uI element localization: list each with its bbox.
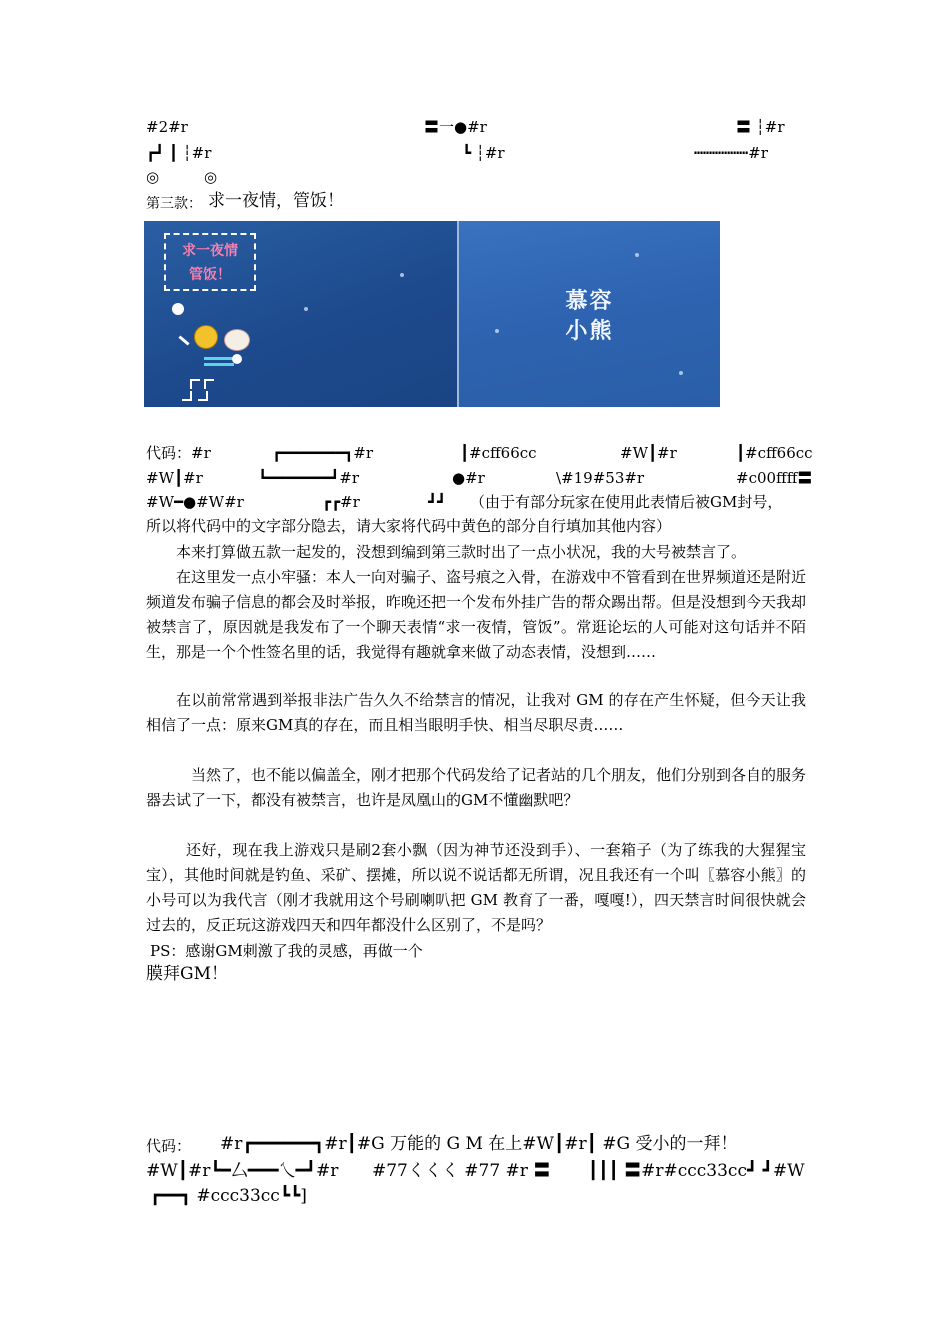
paragraph-2: 在这里发一点小牢骚：本人一向对骗子、盗号痕之入骨，在游戏中不管看到在世界频道还是附近频道发布骗子信息的都会及时举报，昨晚还把一个发布外挂广告的帮众踢出帮。但是没想到今天我却被禁言了，原因就是我发布了一个聊天表情“求一夜情，管饭”。常逛论坛的人可能对这句话并不陌生，那是一个个性签名里的话，我觉得有趣就拿来做了动态表情，没想到……: [146, 568, 807, 661]
code-row3-b: ◎: [204, 168, 218, 186]
sky-star: [495, 329, 499, 333]
code3-l2-c: ┃┃┃ 〓#r#ccc33cc┛ ┛#W: [588, 1161, 805, 1181]
bubble-line1: 求一夜情: [182, 243, 238, 259]
code2-l1-c: ┃#cff66cc: [460, 444, 537, 462]
player-name-line1: 慕容: [565, 289, 614, 314]
code3-l2-b: #77くくく #77 #r 〓: [372, 1161, 551, 1181]
white-dot: [172, 303, 184, 315]
style3-title: 求一夜情，管饭！: [208, 191, 344, 211]
corner-mark: [198, 391, 208, 401]
ps-line: PS：感谢GM刺激了我的灵感，再做一个: [150, 942, 423, 960]
code2-l1-a: 代码：#r: [146, 444, 211, 462]
player-name: [459, 287, 720, 347]
sky-star: [635, 253, 639, 257]
code-row2-right: ┅┅┅┅┅┅#r: [694, 144, 768, 162]
code2-l2-a: #W┃#r: [146, 469, 203, 487]
player-name-line2: 小熊: [565, 319, 614, 344]
code-row2-left: ┏┛ ┃ ┆#r: [146, 144, 212, 162]
paragraph-4: 当然了，也不能以偏盖全，刚才把那个代码发给了记者站的几个朋友，他们分别到各自的服务器去试了一下，都没有被禁言，也许是凤凰山的GM不懂幽默吧？: [146, 766, 807, 809]
cyan-bar-2: [204, 363, 234, 366]
code-row3-a: ◎: [146, 168, 160, 186]
code-row1-mid: 〓一●#r: [424, 118, 487, 136]
code-row1-left: #2#r: [146, 118, 188, 136]
code2-l2-d: \#19#53#r: [556, 469, 645, 487]
sky-star: [400, 273, 404, 277]
corner-mark: [204, 379, 214, 389]
code-row2-mid: ┗ ┆#r: [462, 144, 505, 162]
cyan-bar: [204, 357, 234, 360]
rice-bun: [224, 329, 250, 351]
sky-star: [679, 371, 683, 375]
white-dot-2: [232, 354, 242, 364]
style3-label: 第三款：: [146, 196, 202, 212]
sky-star: [304, 307, 308, 311]
corner-mark: [182, 391, 192, 401]
bubble-line2: 管饭！: [189, 267, 231, 283]
code2-l1-e: ┃#cff66cc: [736, 444, 813, 462]
paragraph-5: 还好，现在我上游戏只是刷2套小飘（因为神节还没到手）、一套箱子（为了练我的大猩猩宝宝），其他时间就是钓鱼、采矿、摆摊，所以说不说话都无所谓，况且我还有一个叫〖慕容小熊〗的小号可以为我代言（刚才我就用这个号刷喇叭把 GM 教育了一番，嘎嘎!），四天禁言时间很快就会过去的，反正玩这游戏四天和四年都没什么区别了，不是吗？: [146, 841, 806, 934]
chat-bubble: [164, 233, 256, 291]
game-screenshot-right: [459, 221, 720, 407]
code2-l3-a: #W━●#W#r: [146, 493, 244, 511]
corner-mark: [190, 379, 200, 389]
code2-note-end: 所以将代码中的文字部分隐去，请大家将代码中黄色的部分自行填加其他内容）: [146, 517, 672, 535]
code2-l1-d: #W┃#r: [620, 444, 677, 462]
code3-l2-a: #W┃#r┗━厶━━━乀━┛#r: [146, 1161, 339, 1181]
code3-l1: #r┏━━━━━━┓#r┃#G 万能的 G M 在上#W┃#r┃ #G 受小的一拜！: [220, 1134, 738, 1154]
game-screenshot-left: [144, 221, 457, 407]
code2-l1-b: ┏━━━━━━━┓#r: [272, 444, 374, 462]
code2-note-start: （由于有部分玩家在使用此表情后被GM封号，: [470, 493, 783, 511]
code2-l3-b: ┏┏#r: [322, 493, 360, 511]
paragraph-3: 在以前常常遇到举报非法广告久久不给禁言的情况，让我对 GM 的存在产生怀疑，但今天让我相信了一点：原来GM真的存在，而且相当眼明手快、相当尽职尽责……: [146, 691, 806, 734]
paragraph-1: 本来打算做五款一起发的，没想到编到第三款时出了一点小状况，我的大号被禁言了。: [176, 543, 747, 561]
code3-l3: ┏━━┓ #ccc33cc┗┗]: [150, 1186, 307, 1206]
smiley-emoji: [194, 325, 218, 349]
code2-l3-c: ┛┛: [428, 493, 447, 511]
code2-l2-b: ┗━━━━━━━┛#r: [258, 469, 360, 487]
code3-label: 代码：: [146, 1137, 192, 1155]
code-row1-right: 〓 ┆#r: [736, 118, 785, 136]
code2-l2-c: ●#r: [452, 469, 485, 487]
stick-mark: [178, 335, 189, 345]
heading-mobai-gm: 膜拜GM！: [146, 964, 228, 984]
code2-l2-e: #c00ffff〓: [736, 469, 813, 487]
